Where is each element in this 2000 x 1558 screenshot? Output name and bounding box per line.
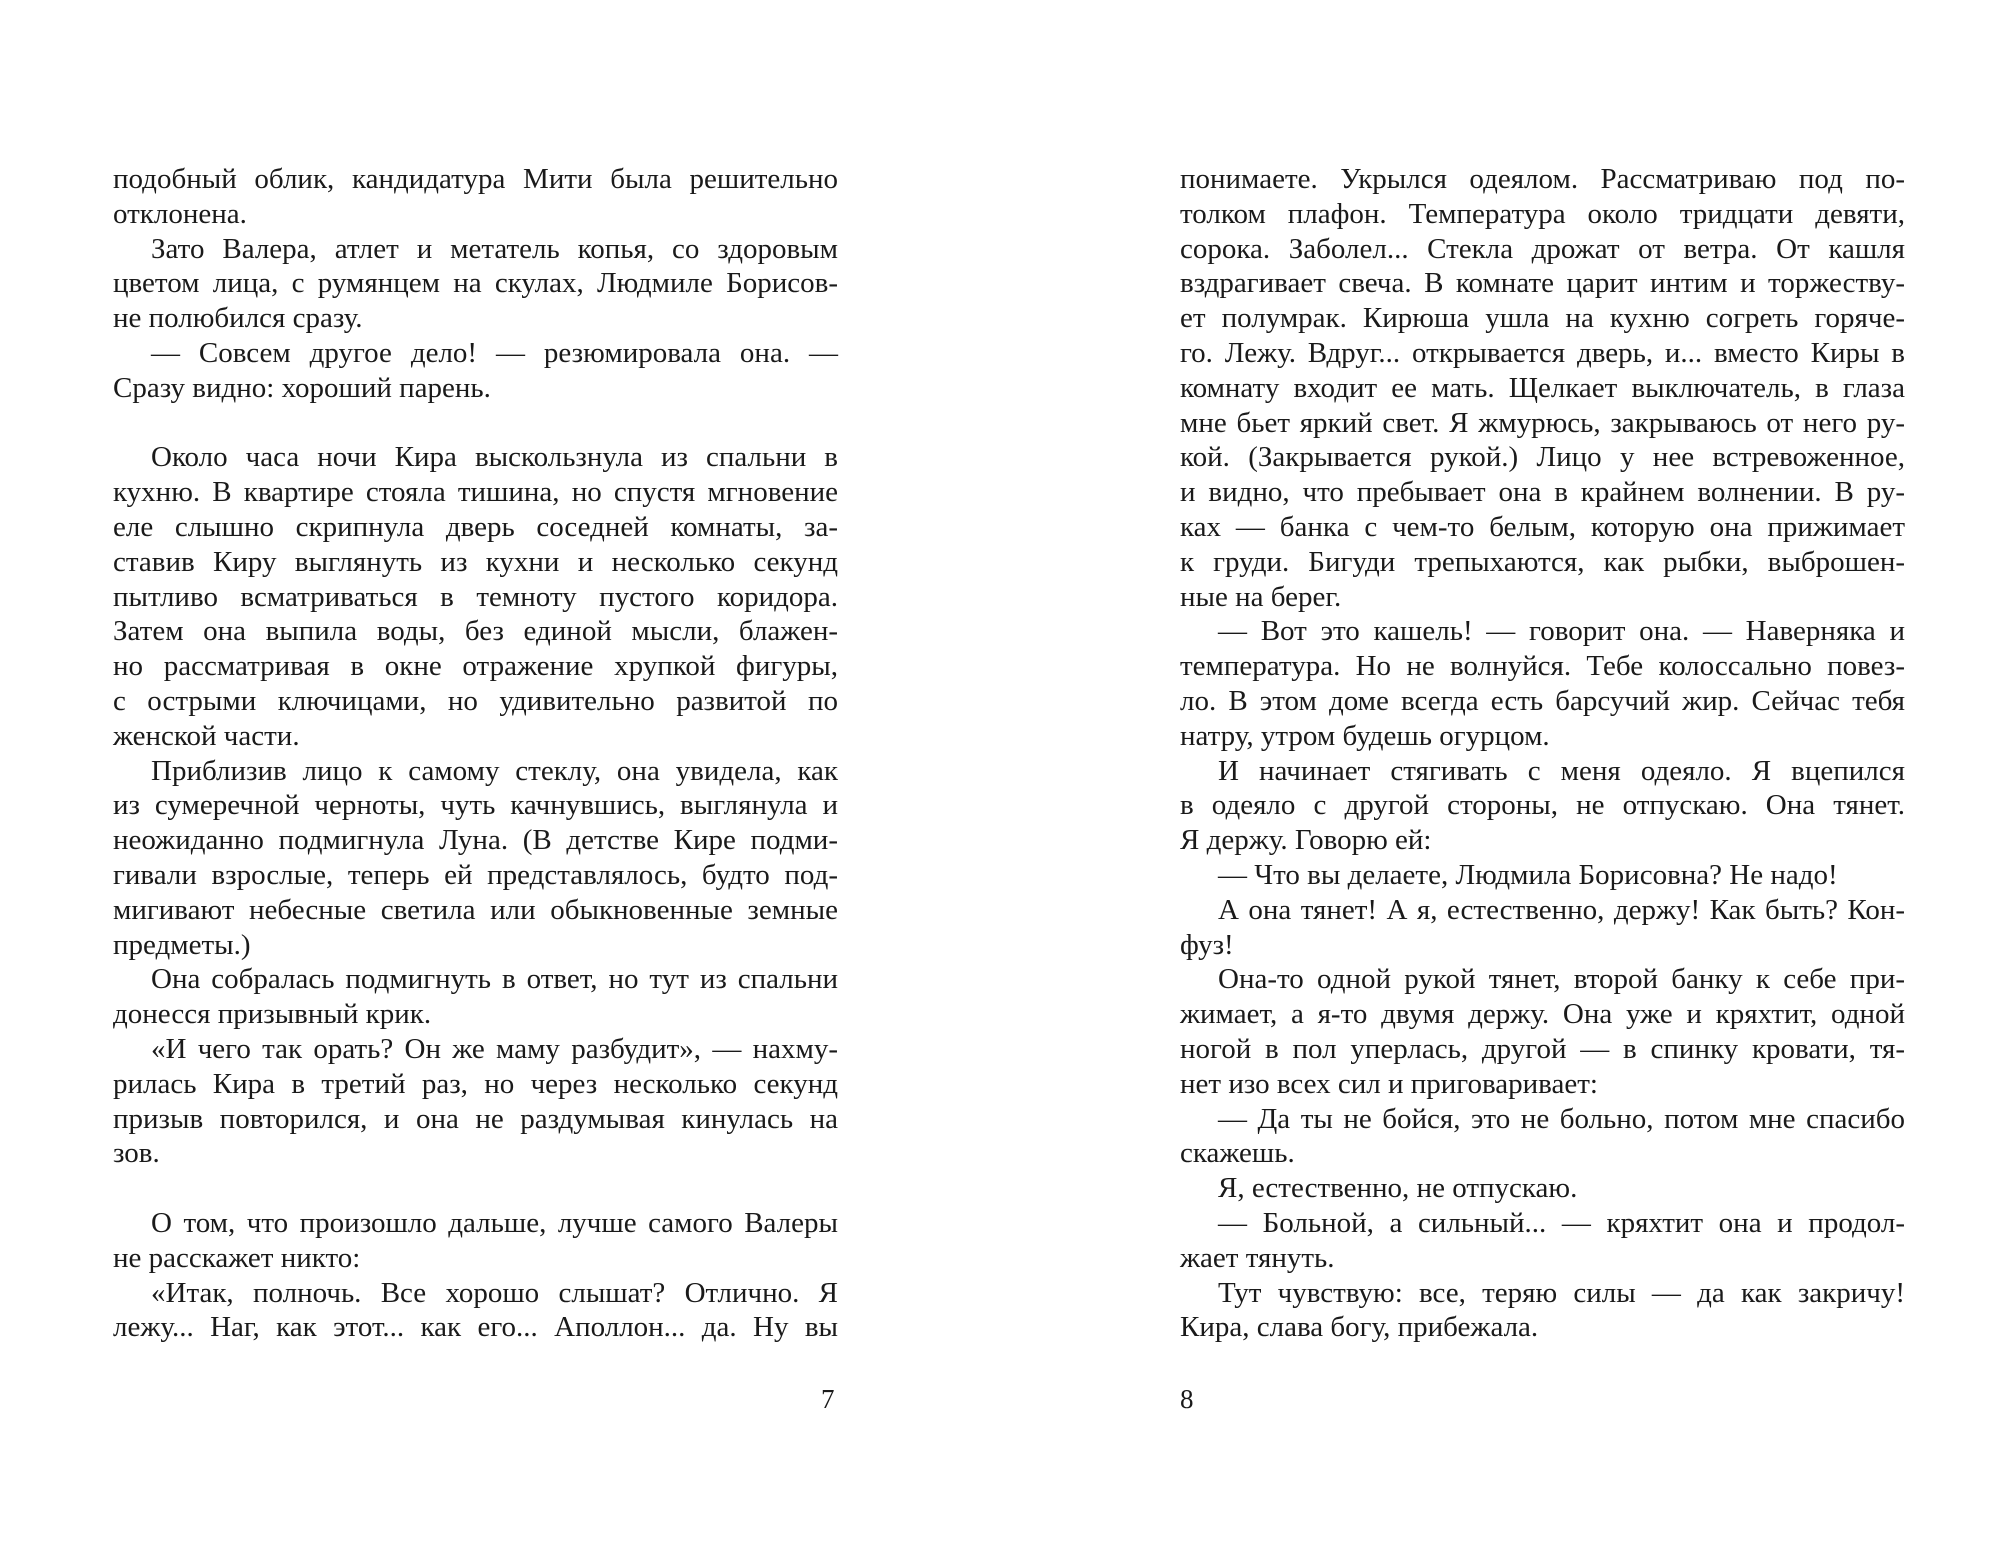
text-line: О том, что произошло дальше, лучше самого Валеры	[151, 1206, 838, 1239]
text-line: ставив Киру выглянуть из кухни и несколько секунд	[113, 545, 838, 578]
text-line: предметы.)	[113, 928, 251, 961]
text-line: фуз!	[1180, 928, 1234, 961]
text-line: в одеяло с другой стороны, не отпускаю. Она тянет.	[1180, 789, 1905, 822]
text-line: ло. В этом доме всегда есть барсучий жир. Сейчас тебя	[1180, 684, 1905, 717]
text-line: Кира, слава богу, прибежала.	[1180, 1311, 1539, 1344]
text-line: жает тянуть.	[1180, 1241, 1335, 1274]
text-line: «Итак, полночь. Все хорошо слышат? Отлично. Я	[151, 1276, 838, 1309]
text-line: — Больной, а сильный... — кряхтит она и продол-	[1218, 1206, 1905, 1239]
text-line: еле слышно скрипнула дверь соседней комнаты, за-	[113, 510, 838, 543]
text-line: — Вот это кашель! — говорит она. — Наверняка и	[1218, 615, 1905, 648]
text-line: скажешь.	[1180, 1137, 1295, 1170]
page-number-left: 7	[821, 1384, 835, 1414]
text-line: Зато Валера, атлет и метатель копья, со здоровым	[151, 232, 838, 265]
text-line: — Да ты не бойся, это не больно, потом мне спасибо	[1218, 1102, 1905, 1135]
text-line: донесся призывный крик.	[113, 998, 432, 1031]
text-line: комнату входит ее мать. Щелкает выключатель, в глаза	[1180, 371, 1905, 404]
paragraph-gap	[113, 1171, 838, 1206]
text-line: ках — банка с чем-то белым, которую она прижимает	[1180, 510, 1905, 543]
text-line: не полюбился сразу.	[113, 302, 363, 335]
text-line: понимаете. Укрылся одеялом. Рассматриваю под по-	[1180, 163, 1905, 195]
text-line: — Совсем другое дело! — резюмировала она. —	[151, 336, 838, 369]
text-line: к груди. Бигуди трепыхаются, как рыбки, выброшен-	[1180, 545, 1905, 578]
left-page-text	[113, 162, 838, 1345]
text-line: вздрагивает свеча. В комнате царит интим и торжеству-	[1180, 267, 1905, 300]
text-line: Сразу видно: хороший парень.	[113, 371, 491, 404]
text-line: Около часа ночи Кира выскользнула из спальни в	[151, 441, 838, 474]
text-line: — Что вы делаете, Людмила Борисовна? Не надо!	[1218, 858, 1838, 891]
text-line: зов.	[113, 1137, 160, 1170]
text-line: нет изо всех сил и приговаривает:	[1180, 1067, 1598, 1100]
text-line: кой. (Закрывается рукой.) Лицо у нее встревоженное,	[1180, 441, 1905, 474]
text-line: пытливо всматриваться в темноту пустого коридора.	[113, 580, 838, 613]
text-line: Приблизив лицо к самому стеклу, она увидела, как	[151, 754, 838, 787]
text-line: лежу... Наг, как этот... как его... Аполлон... да. Ну вы	[113, 1311, 838, 1344]
text-line: неожиданно подмигнула Луна. (В детстве Кире подми-	[113, 824, 838, 857]
text-line: из сумеречной черноты, чуть качнувшись, выглянула и	[113, 789, 838, 822]
text-line: цветом лица, с румянцем на скулах, Людмиле Борисов-	[113, 267, 838, 300]
text-line: призыв повторился, и она не раздумывая кинулась на	[113, 1102, 838, 1135]
text-line: ные на берег.	[1180, 580, 1342, 613]
text-line: и видно, что пребывает она в крайнем волнении. В ру-	[1180, 476, 1905, 509]
text-line: температура. Но не волнуйся. Тебе колоссально повез-	[1180, 650, 1905, 683]
text-line: гивали взрослые, теперь ей представлялось, будто под-	[113, 858, 838, 891]
text-line: жимает, а я-то двумя держу. Она уже и кряхтит, одной	[1180, 998, 1905, 1031]
text-line: толком плафон. Температура около тридцати девяти,	[1180, 197, 1905, 230]
right-page-text	[1180, 162, 1905, 1345]
text-line: мигивают небесные светила или обыкновенные земные	[113, 893, 838, 926]
text-line: с острыми ключицами, но удивительно развитой по	[113, 684, 838, 717]
page-number-right: 8	[1180, 1384, 1194, 1414]
text-line: рилась Кира в третий раз, но через несколько секунд	[113, 1067, 838, 1100]
text-line: Она-то одной рукой тянет, второй банку к себе при-	[1218, 963, 1905, 996]
text-line: Затем она выпила воды, без единой мысли, блажен-	[113, 615, 838, 648]
text-line: подобный облик, кандидатура Мити была решительно	[113, 163, 838, 195]
text-line: не расскажет никто:	[113, 1241, 361, 1274]
text-line: кухню. В квартире стояла тишина, но спустя мгновение	[113, 476, 838, 509]
text-line: ет полумрак. Кирюша ушла на кухню согреть горяче-	[1180, 302, 1905, 335]
text-line: но рассматривая в окне отражение хрупкой фигуры,	[113, 650, 838, 683]
text-line: «И чего так орать? Он же маму разбудит», — нахму-	[151, 1032, 838, 1065]
text-line: Тут чувствую: все, теряю силы — да как закричу!	[1218, 1276, 1905, 1309]
text-line: А она тянет! А я, естественно, держу! Как быть? Кон-	[1218, 893, 1905, 926]
text-line: женской части.	[113, 719, 300, 752]
text-line: натру, утром будешь огурцом.	[1180, 719, 1550, 752]
text-line: ногой в пол уперлась, другой — в спинку кровати, тя-	[1180, 1032, 1905, 1065]
text-line: Я, естественно, не отпускаю.	[1218, 1172, 1578, 1205]
text-line: го. Лежу. Вдруг... открывается дверь, и... вместо Киры в	[1180, 336, 1905, 369]
text-line: И начинает стягивать с меня одеяло. Я вцепился	[1218, 754, 1905, 787]
text-line: мне бьет яркий свет. Я жмурюсь, закрываюсь от него ру-	[1180, 406, 1905, 439]
text-line: Она собралась подмигнуть в ответ, но тут из спальни	[151, 963, 838, 996]
text-line: сорока. Заболел... Стекла дрожат от ветра. От кашля	[1180, 232, 1905, 265]
text-line: отклонена.	[113, 197, 247, 230]
paragraph-gap	[113, 406, 838, 441]
text-line: Я держу. Говорю ей:	[1180, 824, 1432, 857]
